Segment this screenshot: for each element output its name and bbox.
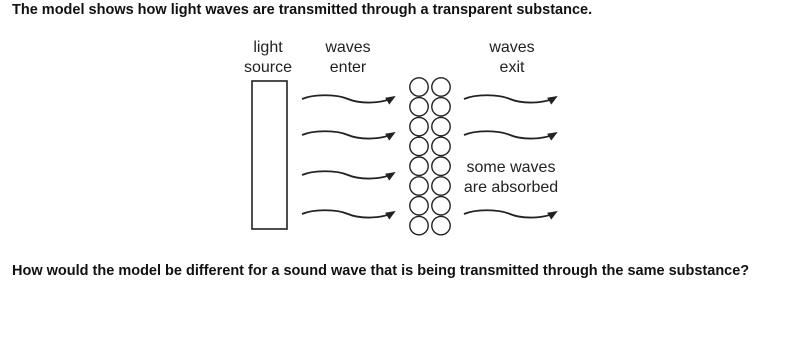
- svg-text:enter: enter: [329, 59, 367, 76]
- particle-circle: [410, 216, 428, 234]
- particle-circle: [410, 177, 428, 195]
- incoming-waves: [302, 95, 394, 217]
- waves-exit-label: [488, 39, 534, 76]
- particle-circle: [432, 137, 450, 155]
- particle-circle: [410, 157, 428, 175]
- svg-text:are absorbed: are absorbed: [463, 179, 559, 196]
- svg-text:source: source: [243, 59, 293, 76]
- particle-circle: [432, 78, 450, 96]
- particle-circle: [432, 177, 450, 195]
- particle-circle: [410, 137, 428, 155]
- particle-circle: [410, 78, 428, 96]
- incoming-wave-arrow: [302, 95, 394, 102]
- particle-circle: [432, 98, 450, 116]
- light-source-label: [244, 39, 292, 76]
- svg-text:light: light: [253, 39, 283, 56]
- incoming-wave-arrow: [302, 210, 394, 217]
- particle-circle: [432, 216, 450, 234]
- outgoing-wave-arrow: [464, 210, 556, 217]
- particle-circle: [410, 117, 428, 135]
- question-text: How would the model be different for a sound wave that is being transmitted through the same substance?: [12, 263, 750, 279]
- outgoing-waves: [463, 95, 559, 217]
- incoming-wave-arrow: [302, 171, 394, 178]
- light-source-box: [252, 81, 287, 229]
- absorbed-label: [464, 159, 558, 196]
- svg-text:exit: exit: [499, 59, 525, 76]
- incoming-wave-arrow: [302, 131, 394, 138]
- substance-particles: [410, 78, 450, 235]
- particle-circle: [432, 157, 450, 175]
- waves-enter-label: [324, 39, 370, 76]
- particle-circle: [410, 98, 428, 116]
- particle-circle: [432, 117, 450, 135]
- outgoing-wave-arrow: [464, 95, 556, 102]
- particle-circle: [432, 197, 450, 215]
- particle-circle: [410, 197, 428, 215]
- svg-text:some waves: some waves: [466, 159, 556, 176]
- intro-text: The model shows how light waves are transmitted through a transparent substance.: [12, 2, 593, 18]
- svg-text:waves: waves: [489, 39, 535, 56]
- svg-text:waves: waves: [325, 39, 371, 56]
- outgoing-wave-arrow: [464, 131, 556, 138]
